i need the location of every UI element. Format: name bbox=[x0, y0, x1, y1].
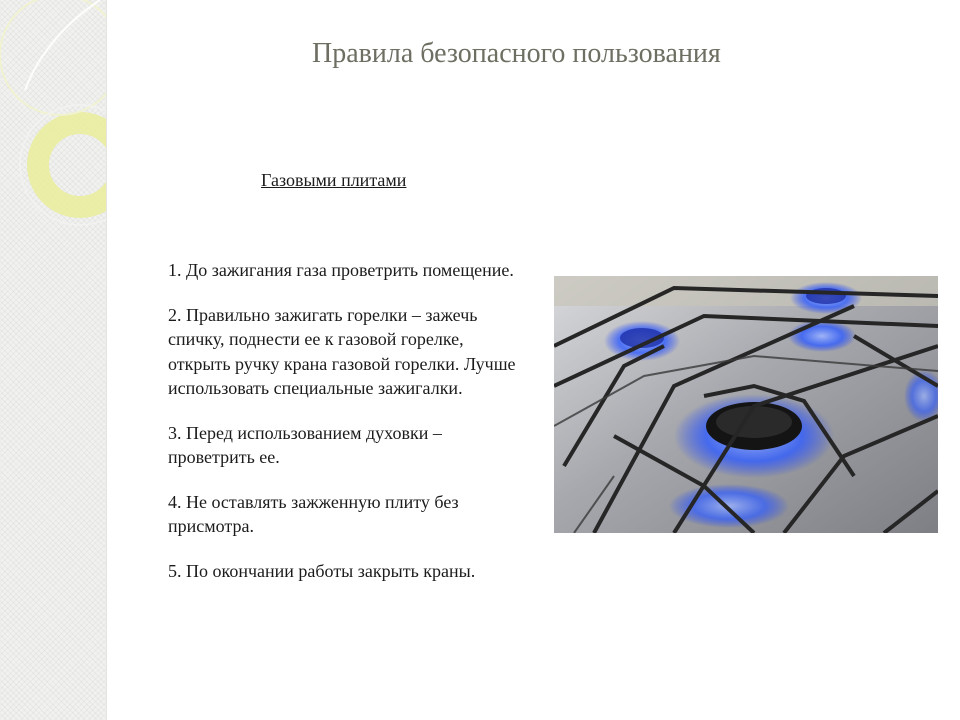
gas-stove-photo bbox=[554, 276, 938, 533]
rule-item: 5. По окончании работы закрыть краны. bbox=[168, 560, 476, 581]
burner-front-bottom bbox=[669, 484, 789, 528]
rule-item: 1. До зажигания газа проветрить помещение. bbox=[168, 260, 514, 280]
decorative-ring-large bbox=[38, 123, 106, 207]
decorative-ring-thin bbox=[0, 0, 106, 115]
gas-stove-illustration bbox=[554, 276, 938, 533]
panel-divider bbox=[106, 0, 107, 720]
decorative-curve bbox=[25, 0, 100, 90]
decorative-rings bbox=[0, 0, 106, 720]
rules-list bbox=[168, 258, 528, 603]
slide-title: Правила безопасного пользования bbox=[312, 38, 721, 69]
rule-item: 3. Перед использованием духовки – проветрить ее. bbox=[168, 422, 442, 467]
slide-subtitle: Газовыми плитами bbox=[261, 170, 407, 190]
decorative-side-panel bbox=[0, 0, 106, 720]
rule-item: 2. Правильно зажигать горелки – зажечь спичку, поднести ее к газовой горелке, открыть ручку крана газовой горелки. Лучше использовать специальные зажигалки. bbox=[168, 304, 516, 398]
rule-item: 4. Не оставлять зажженную плиту без присмотра. bbox=[168, 491, 459, 536]
